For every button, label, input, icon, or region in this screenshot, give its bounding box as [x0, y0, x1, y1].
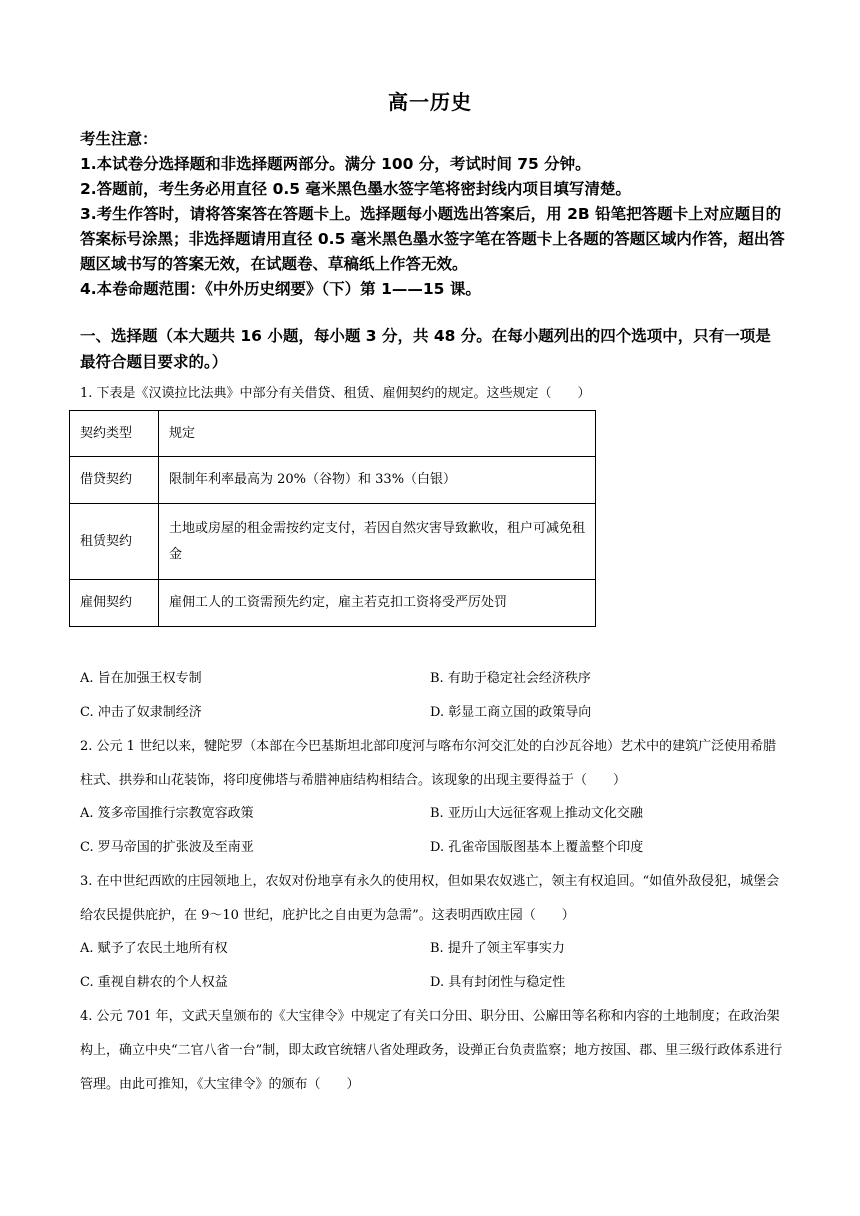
table-header-cell: 规定: [159, 411, 596, 457]
table-header-cell: 契约类型: [70, 411, 159, 457]
option-b[interactable]: B. 亚历山大远征客观上推动文化交融: [430, 806, 643, 821]
option-c[interactable]: C. 重视自耕农的个人权益: [80, 975, 228, 990]
question-3: [80, 865, 785, 933]
notice-item: 2.答题前，考生务必用直径 0.5 毫米黑色墨水签字笔将密封线内项目填写清楚。: [80, 180, 631, 198]
option-b[interactable]: B. 提升了领主军事实力: [430, 941, 565, 956]
option-d[interactable]: D. 彰显工商立国的政策导向: [430, 705, 592, 720]
option-row: [80, 932, 780, 966]
question-1: [80, 377, 785, 411]
notice-block: [80, 127, 790, 302]
table-cell: 雇佣工人的工资需预先约定，雇主若克扣工资将受严厉处罚: [159, 580, 596, 627]
question-stem: 4. 公元 701 年，文武天皇颁布的《大宝律令》中规定了有关口分田、职分田、公廨田等名称和内容的土地制度；在政治架构上，确立中央“二官八省一台”制，即太政官统辖八省处理政务，设弹正台负责监察；地方按国、郡、里三级行政体系进行管理。由此可推知，《大宝律令》的颁布（ ）: [80, 1009, 783, 1092]
option-b[interactable]: B. 有助于稳定社会经济秩序: [430, 671, 591, 686]
option-d[interactable]: D. 孔雀帝国版图基本上覆盖整个印度: [430, 840, 644, 855]
notice-heading: 考生注意：: [80, 130, 158, 148]
option-row: [80, 797, 780, 831]
option-row: [80, 696, 780, 730]
question-2: [80, 730, 785, 798]
table-cell: 雇佣契约: [70, 580, 159, 627]
table-cell: 土地或房屋的租金需按约定支付，若因自然灾害导致歉收，租户可减免租金: [159, 504, 596, 580]
option-row: [80, 831, 780, 865]
question-3-options: [80, 932, 780, 1000]
notice-item: 1.本试卷分选择题和非选择题两部分。满分 100 分，考试时间 75 分钟。: [80, 155, 591, 173]
table-header-row: [70, 411, 596, 457]
table-row: [70, 457, 596, 504]
option-a[interactable]: A. 笈多帝国推行宗教宽容政策: [80, 806, 254, 821]
contract-table: [69, 410, 596, 627]
section-heading: 一、选择题（本大题共 16 小题，每小题 3 分，共 48 分。在每小题列出的四个选项中，只有一项是最符合题目要求的。）: [80, 327, 771, 371]
option-row: [80, 966, 780, 1000]
question-1-options: [80, 662, 780, 730]
notice-item: 3.考生作答时，请将答案答在答题卡上。选择题每小题选出答案后，用 2B 铅笔把答题卡上对应题目的答案标号涂黑；非选择题请用直径 0.5 毫米黑色墨水签字笔在答题卡上各题的答题区域内作答，超出答题区域书写的答案无效，在试题卷、草稿纸上作答无效。: [80, 205, 785, 273]
option-c[interactable]: C. 罗马帝国的扩张波及至南亚: [80, 840, 254, 855]
option-a[interactable]: A. 旨在加强王权专制: [80, 671, 202, 686]
table-cell: 限制年利率最高为 20%（谷物）和 33%（白银）: [159, 457, 596, 504]
table-cell: 借贷契约: [70, 457, 159, 504]
option-d[interactable]: D. 具有封闭性与稳定性: [430, 975, 566, 990]
table-row: [70, 580, 596, 627]
notice-item: 4.本卷命题范围：《中外历史纲要》（下）第 1——15 课。: [80, 280, 481, 298]
question-stem: 2. 公元 1 世纪以来，犍陀罗（本部在今巴基斯坦北部印度河与喀布尔河交汇处的白沙瓦谷地）艺术中的建筑广泛使用希腊柱式、拱券和山花装饰，将印度佛塔与希腊神庙结构相结合。该现象的出现主要得益于（ ）: [80, 739, 777, 788]
question-4: [80, 1000, 785, 1102]
question-2-options: [80, 797, 780, 865]
question-stem: 3. 在中世纪西欧的庄园领地上，农奴对份地享有永久的使用权，但如果农奴逃亡，领主有权追回。“如值外敌侵犯，城堡会给农民提供庇护，在 9～10 世纪，庇护比之自由更为急需”。这表明西欧庄园（ ）: [80, 874, 780, 923]
option-row: [80, 662, 780, 696]
question-stem: 1. 下表是《汉谟拉比法典》中部分有关借贷、租赁、雇佣契约的规定。这些规定（ ）: [80, 386, 591, 401]
table-cell: 租赁契约: [70, 504, 159, 580]
page-title: 高一历史: [388, 90, 472, 114]
option-a[interactable]: A. 赋予了农民土地所有权: [80, 941, 228, 956]
option-c[interactable]: C. 冲击了奴隶制经济: [80, 705, 202, 720]
table-row: [70, 504, 596, 580]
